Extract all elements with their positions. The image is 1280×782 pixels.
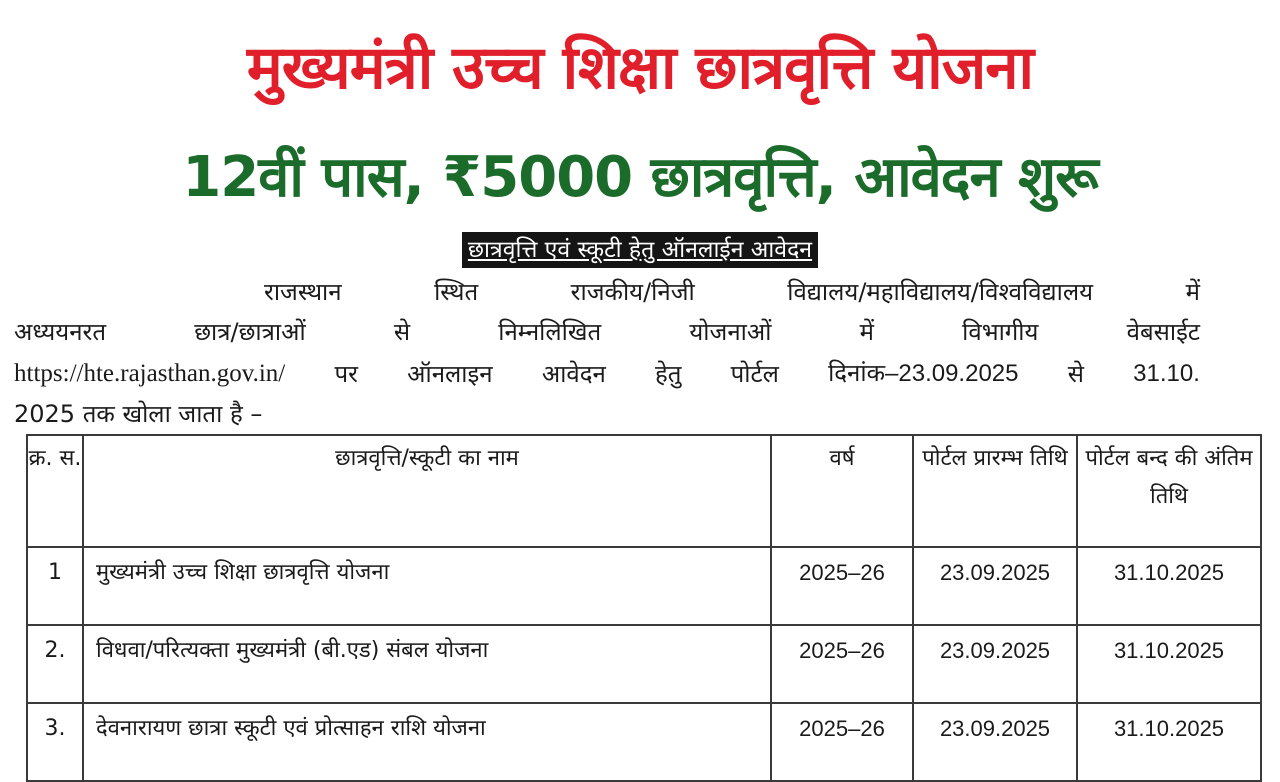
notice-word: आवेदन: [541, 360, 606, 388]
header-start-date: पोर्टल प्रारम्भ तिथि: [913, 435, 1077, 547]
row-start-date: 23.09.2025: [913, 547, 1077, 625]
header-year: वर्ष: [771, 435, 913, 547]
notice-word: में: [1185, 278, 1200, 306]
notice-word: विभागीय: [962, 318, 1039, 346]
notice-word: हेतु: [655, 360, 682, 388]
notice-word: स्थित: [434, 278, 479, 306]
section-heading: छात्रवृत्ति एवं स्कूटी हेतु ऑनलाईन आवेदन: [462, 232, 818, 268]
notice-word: पोर्टल: [730, 360, 779, 388]
notice-word: दिनांक–23.09.2025: [828, 360, 1019, 387]
notice-word: पर: [334, 360, 358, 388]
notice-word: से: [393, 318, 411, 346]
row-end-date: 31.10.2025: [1077, 703, 1261, 781]
notice-word: वेबसाईट: [1126, 318, 1200, 346]
row-scheme-name: विधवा/परित्यक्ता मुख्यमंत्री (बी.एड) संबल योजना: [83, 625, 771, 703]
notice-word: राजकीय/निजी: [570, 278, 695, 306]
row-year: 2025–26: [771, 625, 913, 703]
section-heading-wrap: [0, 232, 1280, 268]
schemes-table: [26, 434, 1262, 782]
header-name: छात्रवृत्ति/स्कूटी का नाम: [83, 435, 771, 547]
table-row: [27, 703, 1261, 781]
notice-word: ऑनलाइन: [407, 360, 493, 388]
notice-line-4: 2025 तक खोला जाता है –: [14, 400, 263, 428]
page-title: मुख्यमंत्री उच्च शिक्षा छात्रवृत्ति योजना: [246, 33, 1034, 103]
table-header-row: [27, 435, 1261, 547]
row-serial: 2.: [27, 625, 83, 703]
row-year: 2025–26: [771, 547, 913, 625]
notice-line-2: [14, 312, 1200, 352]
row-start-date: 23.09.2025: [913, 625, 1077, 703]
row-start-date: 23.09.2025: [913, 703, 1077, 781]
row-scheme-name: मुख्यमंत्री उच्च शिक्षा छात्रवृत्ति योजना: [83, 547, 771, 625]
row-end-date: 31.10.2025: [1077, 547, 1261, 625]
notice-line-1: [264, 272, 1200, 312]
table-row: [27, 547, 1261, 625]
row-serial: 3.: [27, 703, 83, 781]
notice-word: विद्यालय/महाविद्यालय/विश्वविद्यालय: [787, 278, 1094, 306]
notice-word: अध्ययनरत: [14, 318, 107, 346]
notice-line-3: [14, 354, 1200, 394]
notice-word: निम्नलिखित: [498, 318, 602, 346]
table-row: [27, 625, 1261, 703]
row-serial: 1: [27, 547, 83, 625]
header-end-date: पोर्टल बन्द की अंतिम तिथि: [1077, 435, 1261, 547]
notice-word: योजनाओं: [689, 318, 772, 346]
portal-link[interactable]: https://hte.rajasthan.gov.in/: [14, 360, 286, 387]
row-end-date: 31.10.2025: [1077, 625, 1261, 703]
notice-word: छात्र/छात्राओं: [194, 318, 306, 346]
page-subtitle: 12वीं पास, ₹5000 छात्रवृत्ति, आवेदन शुरू: [182, 145, 1098, 210]
row-scheme-name: देवनारायण छात्रा स्कूटी एवं प्रोत्साहन राशि योजना: [83, 703, 771, 781]
notice-word: में: [859, 318, 874, 346]
row-year: 2025–26: [771, 703, 913, 781]
notice-word: 31.10.: [1133, 360, 1200, 387]
header-serial: क्र. स.: [27, 435, 83, 547]
notice-word: से: [1067, 360, 1084, 388]
notice-word: राजस्थान: [264, 278, 342, 306]
